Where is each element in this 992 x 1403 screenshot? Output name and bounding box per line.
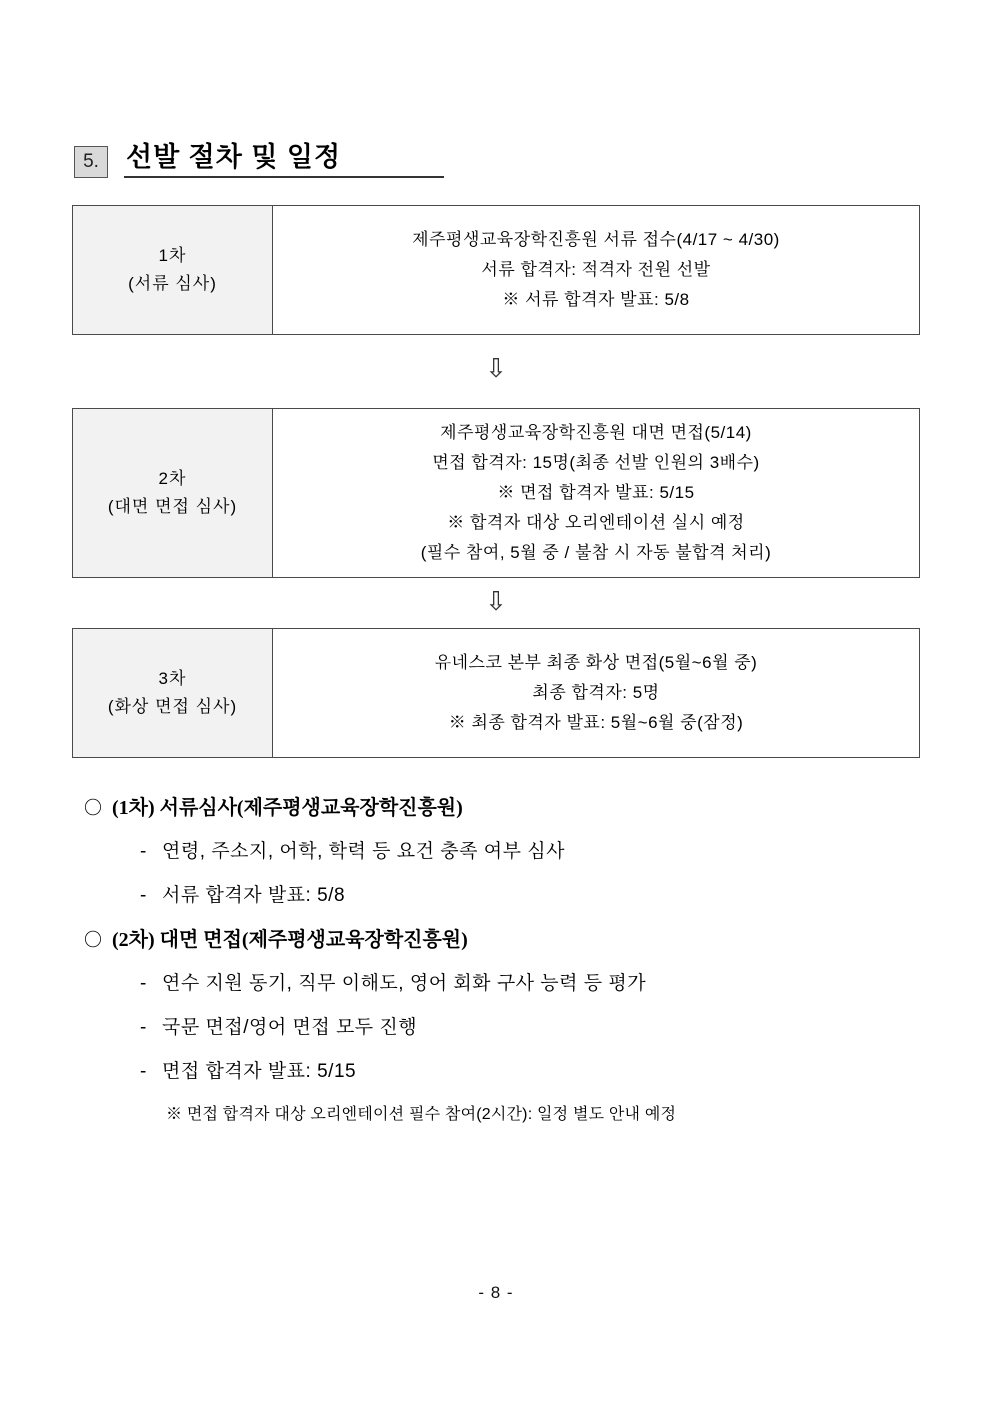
list-item-text: 국문 면접/영어 면접 모두 진행 (162, 1017, 418, 1038)
dash-marker-icon: - (140, 973, 147, 994)
process-step-1-label (73, 206, 273, 334)
details-group-2-heading (84, 918, 944, 962)
down-arrow-icon: ⇩ (485, 353, 507, 383)
process-step-3-line: 최종 합격자: 5명 (532, 683, 660, 702)
bullet-marker-icon: 〇 (84, 930, 102, 950)
bullet-marker-icon: 〇 (84, 798, 102, 818)
process-step-2-line: ※ 합격자 대상 오리엔테이션 실시 예정 (447, 513, 745, 532)
process-step-3-label-line2: (화상 면접 심사) (107, 697, 238, 716)
section-heading (74, 142, 444, 178)
process-step-3-label-line1: 3차 (158, 669, 187, 688)
process-step-1-label-line1: 1차 (158, 246, 187, 265)
details-group-1-heading-text: (1차) 서류심사(제주평생교육장학진흥원) (112, 797, 463, 819)
process-step-2-line: 제주평생교육장학진흥원 대면 면접(5/14) (440, 423, 752, 442)
process-step-3 (72, 628, 920, 758)
process-step-3-body (273, 629, 919, 757)
process-step-3-line: ※ 최종 합격자 발표: 5월~6월 중(잠정) (448, 713, 744, 732)
process-step-2-line: (필수 참여, 5월 중 / 불참 시 자동 불합격 처리) (420, 543, 772, 562)
dash-marker-icon: - (140, 1061, 147, 1082)
list-item-text: 연수 지원 동기, 직무 이해도, 영어 회화 구사 능력 등 평가 (162, 973, 647, 994)
process-step-2-label-line1: 2차 (158, 469, 187, 488)
process-step-2-line: 면접 합격자: 15명(최종 선발 인원의 3배수) (432, 453, 760, 472)
process-step-1-label-line2: (서류 심사) (128, 274, 217, 293)
list-item (140, 1006, 944, 1050)
process-step-1-line: 제주평생교육장학진흥원 서류 접수(4/17 ~ 4/30) (412, 230, 780, 249)
details-note: ※ 면접 합격자 대상 오리엔테이션 필수 참여(2시간): 일정 별도 안내 예정 (166, 1106, 677, 1123)
list-item-text: 면접 합격자 발표: 5/15 (162, 1061, 357, 1082)
page-title: 선발 절차 및 일정 (124, 142, 444, 178)
list-item (140, 1050, 944, 1094)
dash-marker-icon: - (140, 841, 147, 862)
process-step-2-line: ※ 면접 합격자 발표: 5/15 (497, 483, 695, 502)
down-arrow-icon: ⇩ (485, 586, 507, 616)
list-item (140, 874, 944, 918)
process-step-3-line: 유네스코 본부 최종 화상 면접(5월~6월 중) (434, 653, 758, 672)
process-step-1-body (273, 206, 919, 334)
list-item (140, 962, 944, 1006)
dash-marker-icon: - (140, 1017, 147, 1038)
details-group-1-heading (84, 786, 944, 830)
process-step-1-line: 서류 합격자: 적격자 전원 선발 (481, 260, 711, 279)
page-number: - 8 - (478, 1283, 514, 1302)
list-item (140, 830, 944, 874)
details-list (84, 786, 944, 1136)
list-item-text: 서류 합격자 발표: 5/8 (162, 885, 346, 906)
dash-marker-icon: - (140, 885, 147, 906)
process-step-1-line: ※ 서류 합격자 발표: 5/8 (502, 290, 690, 309)
process-step-2-label-line2: (대면 면접 심사) (107, 497, 238, 516)
process-step-3-label (73, 629, 273, 757)
section-number: 5. (74, 146, 108, 178)
process-step-2 (72, 408, 920, 578)
process-step-2-body (273, 409, 919, 577)
details-group-2-heading-text: (2차) 대면 면접(제주평생교육장학진흥원) (112, 929, 468, 951)
list-item-text: 연령, 주소지, 어학, 학력 등 요건 충족 여부 심사 (162, 841, 565, 862)
process-step-1 (72, 205, 920, 335)
process-step-2-label (73, 409, 273, 577)
